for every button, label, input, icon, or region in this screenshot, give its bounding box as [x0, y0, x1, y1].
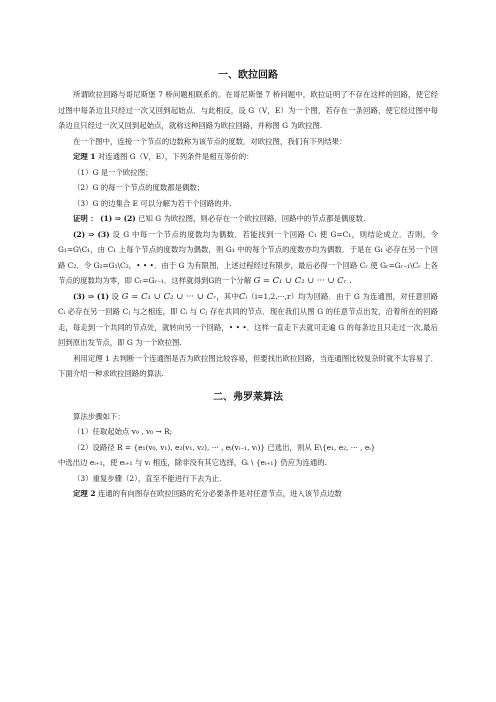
- step-2-line-1: （2）设路径 R = {e₁(v₀, v₁), e₂(v₁, v₂), ··· , eᵢ(vᵢ₋₁, vᵢ)} 已选出，则从 E\{e₁, e₂, ··· , eᵢ}: [73, 442, 376, 452]
- condition-3: （3）G 的边集合 E 可以分解为若干个回路的并.: [73, 198, 232, 208]
- condition-1: （1）G 是一个欧拉图；: [73, 167, 153, 177]
- proof-3-1-text: （i=1,2,···,r）均为回路．由于 G 为连通图，对任意回路 Cᵢ 必存在另一回路 Cⱼ 与之相连，即 Cᵢ 与 Cⱼ 存在共同的节点．现在我们从图 G 的任意节点出发，沿着所在的回路走，每走到一个共同的节点处，就转向另一个回路，• • •．这样一直走下去就可走遍 G 的每条边且只走过一次,最后回到原出发节点，即 G 为一个欧拉图.: [58, 291, 438, 347]
- degree-paragraph: 在一个图中，连接一个节点的边数称为该节点的度数．对欧拉图，我们有下列结果：: [73, 136, 347, 146]
- intro-paragraph: 所谓欧拉回路与哥尼斯堡 7 桥问题相联系的。在哥尼斯堡 7 桥问题中，欧拉证明了不存在这样的回路，使它经过图中每条边且只经过一次又回到起始点．与此相反，设 G（V，E）为一个图，若存在一条回路，使它经过图中每条边且只经过一次又回到起始点，就称这种回路为欧拉回路，并称图 G 为欧拉图.: [58, 90, 438, 130]
- theorem-1-text: 对连通图 G（V，E），下列条件是相互等价的：: [97, 152, 254, 161]
- step-3: （3）重复步骤（2），直至不能进行下去为止.: [73, 473, 222, 483]
- decomposition-formula: G = C₁ ∪ C₂ ∪ ··· ∪ Cᵣ .: [253, 275, 352, 285]
- theorem-1-label: 定理 1: [73, 152, 96, 161]
- proof-1-2-text: 已知 G 为欧拉图，则必存在一个欧拉回路．回路中的节点都是偶度数.: [138, 214, 366, 223]
- implication-1-2: (1) ⇒ (2): [100, 214, 136, 223]
- steps-intro: 算法步骤如下：: [73, 411, 125, 421]
- circuit-ci: Cᵢ: [239, 290, 248, 301]
- step-2-line-2: 中选出边 eᵢ₊₁，使 eᵢ₊₁ 与 vᵢ 相连，除非没有其它选择，Gᵢ \ {eᵢ₊₁} 仍应为连通的.: [58, 458, 328, 467]
- theorem-2-text: 连通的有向图存在欧拉回路的充分必要条件是对任意节点，进入该节点边数: [97, 489, 342, 498]
- implication-2-3: (2) ⇒ (3): [73, 229, 110, 239]
- proof-label: 证明 ：: [73, 214, 98, 223]
- proof-2-to-3: [58, 227, 438, 289]
- implication-3-1: (3) ⇒ (1): [73, 291, 109, 301]
- proof-3-to-1: [58, 289, 438, 351]
- proof-3-1-lead: 设: [111, 291, 120, 301]
- proof-1-to-2: [58, 211, 438, 227]
- theorem-1: [58, 149, 438, 165]
- union-formula: G = C₁ ∪ C₂ ∪ ··· ∪ Cᵣ: [121, 290, 217, 301]
- theorem-2: [58, 486, 438, 502]
- proof-2-3-text: 设 G 中每一个节点的度数均为偶数．若能找到一个回路 C₁ 使 G=C₁，则结论成立．否则，令 G₁=G\C₁，由 C₁ 上每个节点的度数均为偶数，则 G₁ 中的每个节点的度数亦均为偶数．于是在 G₁ 必存在另一个回路 C₂．令 G₂=G₁\C₂，• • •．由于 G 为有限图，上述过程经过有限步，最后必得一个回路 Cᵣ 使 Gᵣ=Gᵣ₋₁\Cᵣ 上各节点的度数均为零，即 Cᵣ=Gᵣ₋₁．这样就得到G的一个分解: [58, 229, 438, 285]
- section-title-euler: 一、欧拉回路: [218, 70, 278, 81]
- section-title-fleury: 二、弗罗莱算法: [213, 391, 283, 403]
- proof-3-1-mid: ，其中: [216, 291, 240, 301]
- closing-paragraph: 利用定理 1 去判断一个连通图是否为欧拉图比较容易，但要找出欧拉回路，当连通图比较复杂时就不太容易了．下面介绍一种求欧拉回路的算法.: [58, 353, 438, 378]
- condition-2: （2）G 的每一个节点的度数都是偶数；: [73, 183, 205, 192]
- theorem-2-label: 定理 2: [73, 489, 96, 498]
- step-1: （1）任取起始点 v₀ , v₀ → R;: [73, 427, 173, 436]
